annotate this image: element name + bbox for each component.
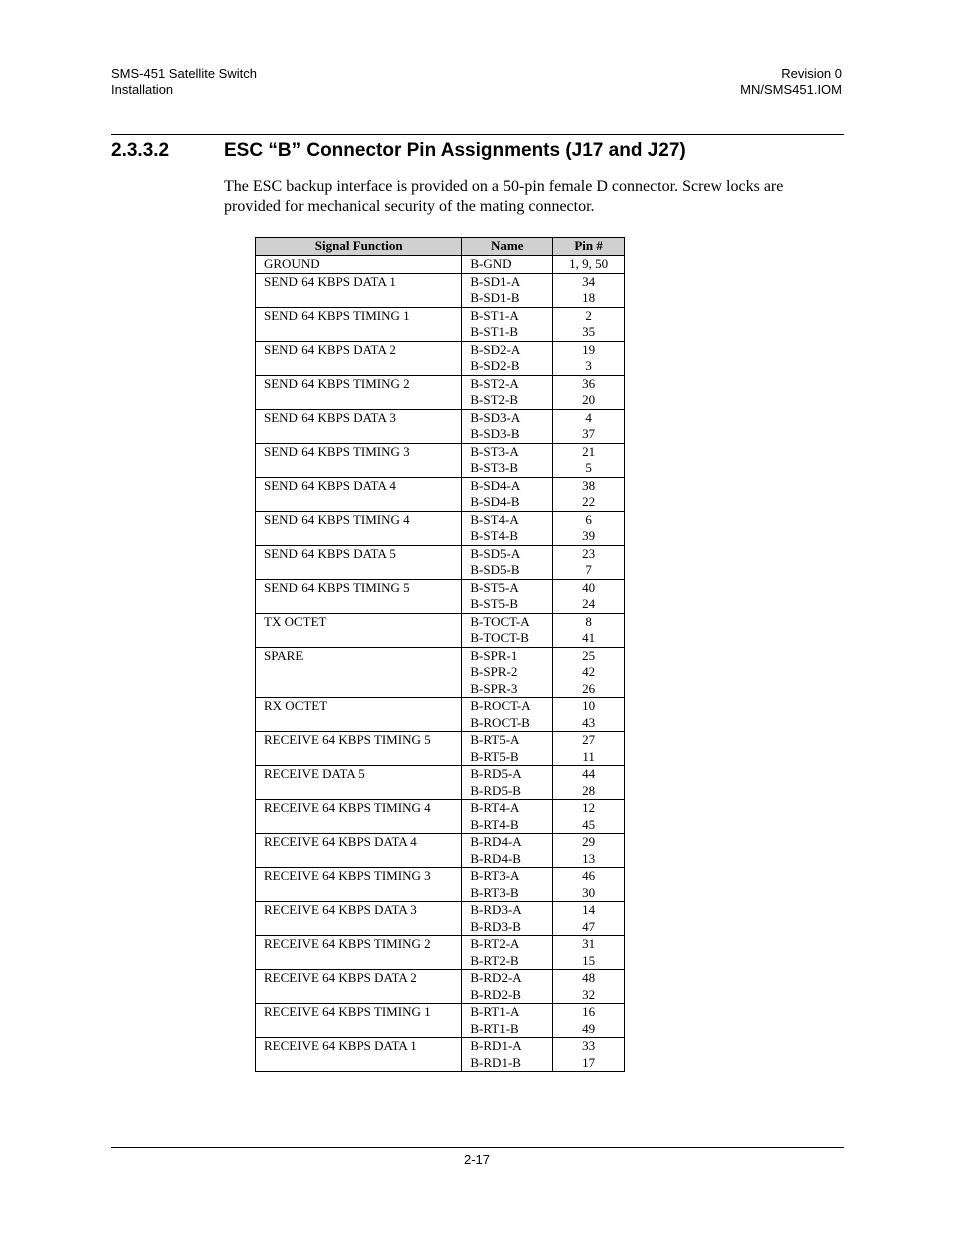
pin-number-cell: 24 — [553, 596, 625, 613]
column-header-signal-function: Signal Function — [256, 238, 462, 256]
column-header-pin: Pin # — [553, 238, 625, 256]
table-row — [256, 613, 625, 630]
table-row — [256, 579, 625, 596]
pin-number-cell: 7 — [553, 562, 625, 579]
pin-number-cell: 3 — [553, 358, 625, 375]
signal-function-cell: RECEIVE 64 KBPS DATA 1 — [256, 1038, 462, 1055]
table-row — [256, 562, 625, 579]
table-row — [256, 919, 625, 936]
table-row — [256, 494, 625, 511]
pin-number-cell: 13 — [553, 851, 625, 868]
signal-function-cell — [256, 1055, 462, 1072]
table-row — [256, 936, 625, 953]
pin-number-cell: 27 — [553, 732, 625, 749]
signal-name-cell: B-RD1-B — [462, 1055, 553, 1072]
signal-function-cell — [256, 885, 462, 902]
revision-label: Revision 0 — [781, 66, 842, 81]
signal-function-cell — [256, 630, 462, 647]
signal-function-cell: SEND 64 KBPS DATA 1 — [256, 273, 462, 290]
table-row — [256, 511, 625, 528]
signal-function-cell: SEND 64 KBPS DATA 5 — [256, 545, 462, 562]
document-title: SMS-451 Satellite Switch — [111, 66, 257, 81]
signal-name-cell: B-SD2-A — [462, 341, 553, 358]
table-row — [256, 375, 625, 392]
table-row — [256, 1004, 625, 1021]
table-row — [256, 681, 625, 698]
pin-number-cell: 4 — [553, 409, 625, 426]
signal-function-cell: RECEIVE 64 KBPS DATA 4 — [256, 834, 462, 851]
signal-function-cell — [256, 1021, 462, 1038]
signal-name-cell: B-ROCT-A — [462, 698, 553, 715]
pin-number-cell: 37 — [553, 426, 625, 443]
signal-function-cell — [256, 987, 462, 1004]
signal-function-cell — [256, 919, 462, 936]
pin-number-cell: 42 — [553, 664, 625, 681]
signal-name-cell: B-ST5-B — [462, 596, 553, 613]
pin-number-cell: 32 — [553, 987, 625, 1004]
pin-number-cell: 16 — [553, 1004, 625, 1021]
signal-name-cell: B-SD1-B — [462, 290, 553, 307]
signal-function-cell — [256, 290, 462, 307]
pin-number-cell: 12 — [553, 800, 625, 817]
signal-function-cell — [256, 715, 462, 732]
signal-name-cell: B-RD2-A — [462, 970, 553, 987]
pin-number-cell: 46 — [553, 868, 625, 885]
pin-number-cell: 15 — [553, 953, 625, 970]
pin-number-cell: 18 — [553, 290, 625, 307]
table-row — [256, 256, 625, 274]
signal-name-cell: B-RT2-B — [462, 953, 553, 970]
table-row — [256, 1021, 625, 1038]
signal-function-cell: RECEIVE 64 KBPS TIMING 2 — [256, 936, 462, 953]
table-row — [256, 324, 625, 341]
table-row — [256, 698, 625, 715]
signal-function-cell: RECEIVE DATA 5 — [256, 766, 462, 783]
signal-function-cell: SPARE — [256, 647, 462, 664]
signal-name-cell: B-RT3-A — [462, 868, 553, 885]
signal-name-cell: B-ST3-A — [462, 443, 553, 460]
signal-function-cell — [256, 953, 462, 970]
signal-name-cell: B-ST2-B — [462, 392, 553, 409]
page-header-left — [111, 66, 257, 98]
pin-number-cell: 31 — [553, 936, 625, 953]
signal-name-cell: B-SPR-1 — [462, 647, 553, 664]
pin-number-cell: 21 — [553, 443, 625, 460]
pin-number-cell: 25 — [553, 647, 625, 664]
manual-number: MN/SMS451.IOM — [740, 82, 842, 97]
table-row — [256, 477, 625, 494]
signal-name-cell: B-ST1-B — [462, 324, 553, 341]
signal-function-cell: RECEIVE 64 KBPS DATA 2 — [256, 970, 462, 987]
signal-name-cell: B-RT2-A — [462, 936, 553, 953]
signal-name-cell: B-SD2-B — [462, 358, 553, 375]
pin-number-cell: 22 — [553, 494, 625, 511]
signal-function-cell: SEND 64 KBPS TIMING 4 — [256, 511, 462, 528]
signal-function-cell — [256, 851, 462, 868]
signal-name-cell: B-RT3-B — [462, 885, 553, 902]
signal-function-cell — [256, 562, 462, 579]
signal-function-cell — [256, 664, 462, 681]
signal-name-cell: B-SD3-A — [462, 409, 553, 426]
pin-number-cell: 36 — [553, 375, 625, 392]
pin-number-cell: 29 — [553, 834, 625, 851]
signal-name-cell: B-RD4-B — [462, 851, 553, 868]
signal-name-cell: B-ST1-A — [462, 307, 553, 324]
signal-name-cell: B-RT4-B — [462, 817, 553, 834]
signal-function-cell — [256, 324, 462, 341]
table-row — [256, 851, 625, 868]
table-row — [256, 987, 625, 1004]
pin-assignment-table — [255, 237, 625, 1072]
signal-function-cell — [256, 358, 462, 375]
signal-function-cell: RECEIVE 64 KBPS TIMING 3 — [256, 868, 462, 885]
signal-function-cell: RECEIVE 64 KBPS TIMING 5 — [256, 732, 462, 749]
pin-number-cell: 38 — [553, 477, 625, 494]
table-row — [256, 409, 625, 426]
table-row — [256, 545, 625, 562]
pin-number-cell: 48 — [553, 970, 625, 987]
signal-name-cell: B-RD2-B — [462, 987, 553, 1004]
pin-number-cell: 28 — [553, 783, 625, 800]
pin-number-cell: 1, 9, 50 — [553, 256, 625, 274]
table-row — [256, 834, 625, 851]
signal-name-cell: B-ST5-A — [462, 579, 553, 596]
signal-name-cell: B-RD1-A — [462, 1038, 553, 1055]
table-row — [256, 460, 625, 477]
section-number: 2.3.3.2 — [111, 140, 170, 161]
signal-function-cell — [256, 596, 462, 613]
signal-function-cell — [256, 392, 462, 409]
signal-name-cell: B-SD4-B — [462, 494, 553, 511]
signal-name-cell: B-RD4-A — [462, 834, 553, 851]
table-row — [256, 664, 625, 681]
table-row — [256, 273, 625, 290]
section-title: ESC “B” Connector Pin Assignments (J17 and J27) — [224, 140, 686, 161]
pin-number-cell: 10 — [553, 698, 625, 715]
signal-name-cell: B-RD5-B — [462, 783, 553, 800]
table-row — [256, 766, 625, 783]
signal-function-cell — [256, 783, 462, 800]
table-row — [256, 1055, 625, 1072]
signal-name-cell: B-SD1-A — [462, 273, 553, 290]
signal-name-cell: B-SD5-A — [462, 545, 553, 562]
signal-function-cell: SEND 64 KBPS DATA 3 — [256, 409, 462, 426]
table-row — [256, 290, 625, 307]
table-row — [256, 630, 625, 647]
signal-function-cell: SEND 64 KBPS TIMING 3 — [256, 443, 462, 460]
table-row — [256, 885, 625, 902]
signal-function-cell: SEND 64 KBPS DATA 4 — [256, 477, 462, 494]
signal-name-cell: B-ST3-B — [462, 460, 553, 477]
table-row — [256, 902, 625, 919]
signal-name-cell: B-GND — [462, 256, 553, 274]
signal-function-cell — [256, 681, 462, 698]
table-row — [256, 783, 625, 800]
signal-name-cell: B-ST2-A — [462, 375, 553, 392]
pin-number-cell: 5 — [553, 460, 625, 477]
table-row — [256, 392, 625, 409]
table-header-row — [256, 238, 625, 256]
signal-name-cell: B-RD3-A — [462, 902, 553, 919]
signal-name-cell: B-RT5-A — [462, 732, 553, 749]
pin-number-cell: 34 — [553, 273, 625, 290]
pin-number-cell: 40 — [553, 579, 625, 596]
signal-function-cell: GROUND — [256, 256, 462, 274]
pin-number-cell: 33 — [553, 1038, 625, 1055]
pin-number-cell: 47 — [553, 919, 625, 936]
signal-function-cell: SEND 64 KBPS DATA 2 — [256, 341, 462, 358]
table-row — [256, 358, 625, 375]
pin-number-cell: 14 — [553, 902, 625, 919]
table-row — [256, 800, 625, 817]
pin-number-cell: 30 — [553, 885, 625, 902]
signal-function-cell: SEND 64 KBPS TIMING 5 — [256, 579, 462, 596]
table-row — [256, 749, 625, 766]
signal-name-cell: B-SD5-B — [462, 562, 553, 579]
intro-paragraph: The ESC backup interface is provided on a 50-pin female D connector. Screw locks are provided for mechanical security of the mating connector. — [224, 178, 784, 215]
table-row — [256, 596, 625, 613]
table-row — [256, 732, 625, 749]
signal-function-cell: SEND 64 KBPS TIMING 1 — [256, 307, 462, 324]
table-row — [256, 953, 625, 970]
pin-number-cell: 19 — [553, 341, 625, 358]
signal-name-cell: B-RT4-A — [462, 800, 553, 817]
table-row — [256, 528, 625, 545]
table-row — [256, 426, 625, 443]
page-header-right — [740, 66, 842, 98]
pin-number-cell: 45 — [553, 817, 625, 834]
signal-function-cell: TX OCTET — [256, 613, 462, 630]
pin-number-cell: 41 — [553, 630, 625, 647]
signal-name-cell: B-ST4-B — [462, 528, 553, 545]
signal-function-cell — [256, 426, 462, 443]
table-row — [256, 647, 625, 664]
table-body — [256, 256, 625, 1072]
pin-number-cell: 11 — [553, 749, 625, 766]
signal-name-cell: B-TOCT-A — [462, 613, 553, 630]
pin-number-cell: 49 — [553, 1021, 625, 1038]
pin-number-cell: 39 — [553, 528, 625, 545]
signal-function-cell — [256, 749, 462, 766]
signal-name-cell: B-SD3-B — [462, 426, 553, 443]
table-row — [256, 341, 625, 358]
signal-function-cell: RECEIVE 64 KBPS TIMING 4 — [256, 800, 462, 817]
signal-function-cell — [256, 817, 462, 834]
pin-number-cell: 8 — [553, 613, 625, 630]
signal-function-cell: SEND 64 KBPS TIMING 2 — [256, 375, 462, 392]
column-header-name: Name — [462, 238, 553, 256]
table-row — [256, 970, 625, 987]
footer-divider — [111, 1147, 844, 1148]
pin-number-cell: 17 — [553, 1055, 625, 1072]
pin-number-cell: 26 — [553, 681, 625, 698]
chapter-name: Installation — [111, 82, 174, 97]
signal-name-cell: B-RT1-A — [462, 1004, 553, 1021]
pin-number-cell: 6 — [553, 511, 625, 528]
signal-name-cell: B-RD5-A — [462, 766, 553, 783]
signal-name-cell: B-ST4-A — [462, 511, 553, 528]
signal-function-cell — [256, 460, 462, 477]
pin-number-cell: 44 — [553, 766, 625, 783]
signal-name-cell: B-RT5-B — [462, 749, 553, 766]
signal-name-cell: B-ROCT-B — [462, 715, 553, 732]
signal-function-cell — [256, 494, 462, 511]
table-row — [256, 868, 625, 885]
pin-number-cell: 2 — [553, 307, 625, 324]
signal-name-cell: B-RT1-B — [462, 1021, 553, 1038]
pin-number-cell: 35 — [553, 324, 625, 341]
signal-function-cell: RX OCTET — [256, 698, 462, 715]
signal-function-cell: RECEIVE 64 KBPS DATA 3 — [256, 902, 462, 919]
signal-name-cell: B-SPR-2 — [462, 664, 553, 681]
signal-name-cell: B-TOCT-B — [462, 630, 553, 647]
table-row — [256, 817, 625, 834]
table-row — [256, 1038, 625, 1055]
signal-name-cell: B-SPR-3 — [462, 681, 553, 698]
table-row — [256, 443, 625, 460]
signal-function-cell: RECEIVE 64 KBPS TIMING 1 — [256, 1004, 462, 1021]
page-number: 2-17 — [463, 1152, 491, 1167]
table-row — [256, 307, 625, 324]
table-row — [256, 715, 625, 732]
pin-number-cell: 43 — [553, 715, 625, 732]
pin-number-cell: 23 — [553, 545, 625, 562]
signal-name-cell: B-RD3-B — [462, 919, 553, 936]
pin-number-cell: 20 — [553, 392, 625, 409]
signal-name-cell: B-SD4-A — [462, 477, 553, 494]
header-divider — [111, 134, 844, 135]
signal-function-cell — [256, 528, 462, 545]
